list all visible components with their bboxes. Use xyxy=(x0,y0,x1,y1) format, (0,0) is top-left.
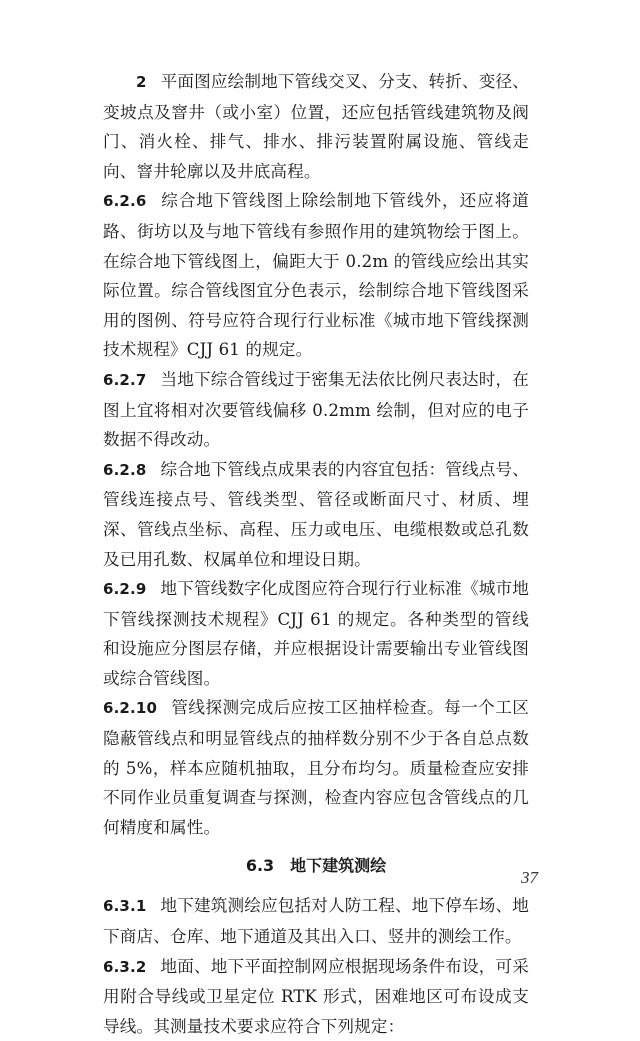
clause-text: 地面、地下平面控制网应根据现场条件布设，可采用附合导线或卫星定位 RTK 形式，困难地区可布设成支导线。其测量技术要求应符合下列规定： xyxy=(103,956,529,1036)
clause-paragraph xyxy=(103,693,529,842)
clause-number: 6.3.1 xyxy=(103,897,147,916)
section-title: 地下建筑测绘 xyxy=(290,856,387,876)
clause-number: 6.2.8 xyxy=(103,460,147,479)
clause-text: 综合地下管线点成果表的内容宜包括：管线点号、管线连接点号、管线类型、管径或断面尺寸、材质、埋深、管线点坐标、高程、压力或电压、电缆根数或总孔数及已用孔数、权属单位和埋设日期。 xyxy=(103,459,529,569)
page-number: 37 xyxy=(521,868,538,887)
clause-text: 管线探测完成后应按工区抽样检查。每一个工区隐蔽管线点和明显管线点的抽样数分别不少于各自总点数的 5%，样本应随机抽取，且分布均匀。质量检查应安排不同作业员重复调查与探测，检查内容应包含管线点的几何精度和属性。 xyxy=(103,698,529,837)
clause-paragraph xyxy=(103,186,529,365)
clause-number: 6.2.6 xyxy=(103,192,147,211)
clause-number: 6.2.9 xyxy=(103,580,147,599)
clause-number: 2 xyxy=(136,73,147,91)
clause-text: 平面图应绘制地下管线交叉、分支、转折、变径、变坡点及窨井（或小室）位置，还应包括管线建筑物及阀门、消火栓、排气、排水、排污装置附属设施、管线走向、窨井轮廓以及井底高程。 xyxy=(103,72,529,181)
clause-paragraph xyxy=(103,952,529,1041)
clause-number: 6.2.7 xyxy=(103,370,147,389)
clause-text: 地下管线数字化成图应符合现行行业标准《城市地下管线探测技术规程》CJJ 61 的规定。各种类型的管线和设施应分图层存储，并应根据设计需要输出专业管线图或综合管线图。 xyxy=(103,579,529,688)
document-body xyxy=(103,67,529,1041)
clause-paragraph xyxy=(103,455,529,574)
clause-number: 6.3.2 xyxy=(103,957,147,976)
section-heading xyxy=(103,851,529,881)
clause-number: 6.2.10 xyxy=(103,699,158,718)
clause-text: 当地下综合管线过于密集无法依比例尺表达时，在图上宜将相对次要管线偏移 0.2mm 绘制，但对应的电子数据不得改动。 xyxy=(103,369,529,450)
clause-paragraph xyxy=(103,574,529,693)
clause-text: 综合地下管线图上除绘制地下管线外，还应将道路、街坊以及与地下管线有参照作用的建筑物绘于图上。在综合地下管线图上，偏距大于 0.2m 的管线应绘出其实际位置。综合管线图宜分色表示，绘制综合地下管线图采用的图例、符号应符合现行行业标准《城市地下管线探测技术规程》CJJ 61 的规定。 xyxy=(103,191,529,360)
clause-text: 地下建筑测绘应包括对人防工程、地下停车场、地下商店、仓库、地下通道及其出入口、竖井的测绘工作。 xyxy=(103,896,529,947)
clause-paragraph xyxy=(103,67,529,186)
clause-paragraph xyxy=(103,891,529,951)
section-number: 6.3 xyxy=(245,856,275,876)
clause-paragraph xyxy=(103,365,529,455)
